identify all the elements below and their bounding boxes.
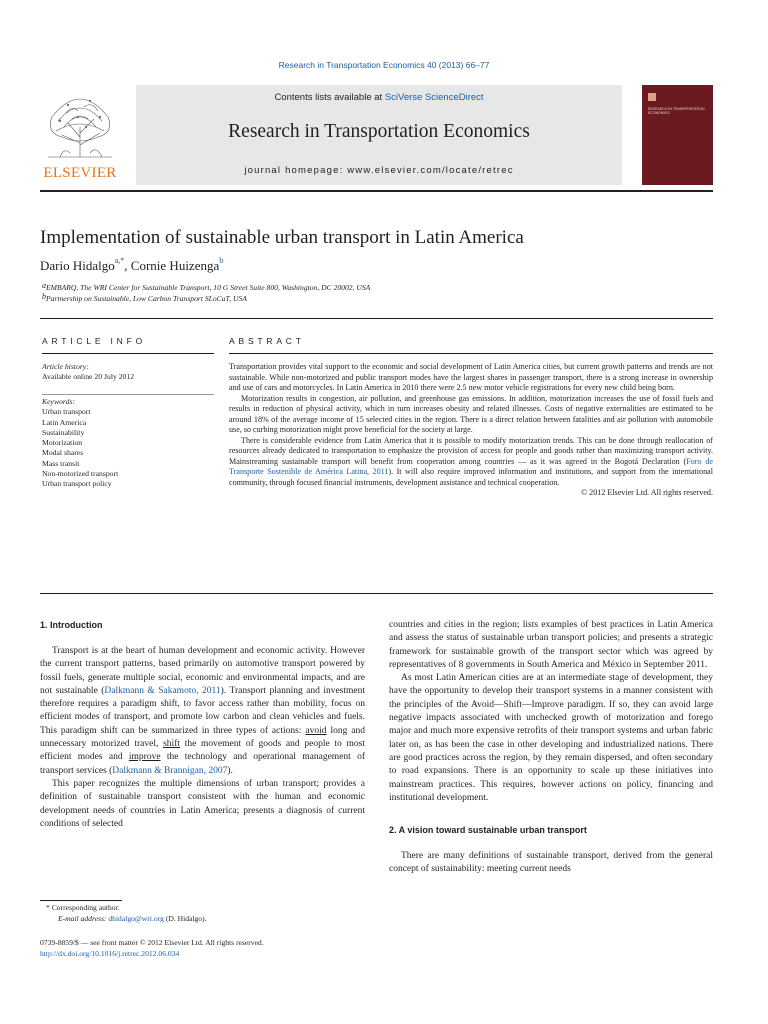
- keyword: Urban transport: [42, 407, 91, 417]
- sciencedirect-link[interactable]: SciVerse ScienceDirect: [384, 92, 484, 103]
- section-heading: 2. A vision toward sustainable urban transport: [389, 825, 587, 836]
- abstract-bottom-rule: [40, 593, 713, 594]
- author-name: Cornie Huizenga: [130, 258, 220, 273]
- affiliation-mark: b: [42, 292, 46, 301]
- affiliation-mark: a: [42, 281, 46, 290]
- page-footer: [40, 938, 440, 959]
- journal-citation[interactable]: Research in Transportation Economics 40 (2013) 66–77: [278, 60, 490, 70]
- issn-line: 0739-8859/$ — see front matter © 2012 Elsevier Ltd. All rights reserved.: [40, 938, 264, 947]
- journal-homepage: [136, 165, 622, 176]
- footnote-line: [40, 903, 365, 914]
- keyword: Non-motorized transport: [42, 469, 119, 479]
- body-paragraph: There are many definitions of sustainable transport, derived from the general concept of sustainability: meeting current needs: [389, 851, 713, 875]
- body-paragraph: countries and cities in the region; lists examples of best practices in Latin America and assess the status of sustainable urban transport policies; and presents a strategic framework for sustainable growth of the transport sector which was agreed by representatives of 8 governments in South America and México in September 2011.: [389, 620, 713, 670]
- article-info-rule: [42, 353, 214, 354]
- abstract-paragraph: [229, 436, 713, 489]
- email-label: E-mail address:: [58, 913, 109, 923]
- abstract-paragraph: Transportation provides vital support to the economic and social development of Latin America cities, but current growth patterns and trends are not sustainable. While non-motorized and public transport modes have the largest shares in passenger transport, there is a strong increase in ownership and use of cars and motorcycles. In Latin America in 2010 there were 2.5 new motor vehicle registrations for every new child being born.: [229, 362, 713, 392]
- body-paragraph: [40, 645, 365, 778]
- keyword: Motorization: [42, 438, 83, 448]
- copyright-notice: © 2012 Elsevier Ltd. All rights reserved.: [580, 488, 713, 497]
- email-suffix: (D. Hidalgo).: [163, 913, 207, 923]
- elsevier-wordmark: ELSEVIER: [43, 165, 117, 181]
- emphasis-word: shift: [163, 739, 180, 750]
- abstract-text: ). It will also require improved information and institutions, and support from the international community, through focused financial instruments, development assistance and technical cooperation.: [229, 467, 713, 487]
- affiliation-b: [42, 294, 247, 303]
- heading-spacer: [389, 837, 713, 850]
- abstract-body: [229, 362, 713, 499]
- contents-prefix: Contents lists available at: [274, 92, 385, 103]
- keyword: Urban transport policy: [42, 479, 112, 489]
- cover-title: RESEARCH IN TRANSPORTATION ECONOMICS: [648, 107, 705, 115]
- article-info-heading: ARTICLE INFO: [42, 336, 147, 346]
- body-text: Transport is at the heart of human development and economic activity. However the current transport patterns, based primarily on automotive transport powered by fossil fuels, generate multiple social, economic and environmental impacts, and are not sustainable (: [40, 646, 365, 696]
- journal-cover-thumbnail: [642, 85, 713, 185]
- body-column-right: [389, 619, 713, 877]
- body-text: long and unnecessary motorized travel,: [40, 725, 366, 750]
- elsevier-logo: [40, 85, 120, 185]
- affiliation-text: EMBARQ, The WRI Center for Sustainable Transport, 10 G Street Suite 800, Washington, DC 20002, USA: [46, 283, 371, 292]
- citation-link[interactable]: Foro de Transporte Sostenible de América Latina, 2011: [229, 456, 713, 476]
- footnote-text: Corresponding author.: [49, 903, 120, 912]
- heading-spacer: [40, 632, 365, 645]
- body-text: the technology and operational management of transport services (: [40, 752, 366, 776]
- homepage-prefix: journal homepage:: [244, 165, 348, 176]
- emphasis-word: improve: [128, 752, 161, 763]
- footnote-mark: *: [46, 903, 50, 912]
- keyword: Latin America: [42, 417, 87, 427]
- article-info-divider: [42, 394, 214, 395]
- emphasis-word: avoid: [305, 725, 327, 736]
- doi-link[interactable]: http://dx.doi.org/10.1016/j.retrec.2012.06.034: [40, 948, 180, 958]
- author-name: Dario Hidalgo: [40, 258, 115, 273]
- footnote-rule: [40, 900, 122, 901]
- journal-masthead: [40, 85, 713, 185]
- keyword: Mass transit: [42, 458, 80, 468]
- citation-link[interactable]: Dalkmann & Brannigan, 2007: [112, 765, 228, 776]
- author-affiliation-mark[interactable]: b: [219, 256, 224, 265]
- email-link[interactable]: dhidalgo@wri.org: [108, 913, 164, 923]
- keyword: Sustainability: [42, 427, 85, 437]
- article-title: Implementation of sustainable urban transport in Latin America: [40, 227, 524, 248]
- abstract-heading: ABSTRACT: [229, 336, 305, 346]
- history-label: Article history:: [42, 362, 89, 371]
- keyword: Modal shares: [42, 448, 84, 458]
- abstract-rule: [229, 353, 713, 354]
- abstract-paragraph: Motorization results in congestion, air pollution, and greenhouse gas emissions. In addition, motorization increases the use of fossil fuels and results in reduction of physical activity, which in turn increases obesity and related illnesses. Costs of negative externalities are estimated to be around 18% of the average income of 15 selected cities in the region. There is a direct relation between fatalities and air pollution with automobile use, so curbing motorization might prove beneficial for the society at large.: [229, 393, 713, 434]
- body-column-left: [40, 619, 365, 831]
- article-history: [42, 362, 214, 381]
- body-paragraph: This paper recognizes the multiple dimensions of urban transport; provides a definition of sustainable transport consistent with the human and economic development needs of countries in Latin America; presents a diagnosis of current conditions of selected: [40, 778, 365, 829]
- history-value: Available online 20 July 2012: [42, 371, 135, 381]
- footnote-email-line: [40, 914, 365, 925]
- section-spacer: [389, 805, 713, 824]
- body-text: the movement of goods and people to most efficient modes and: [40, 739, 365, 763]
- author-list: [40, 258, 223, 274]
- journal-name: Research in Transportation Economics: [228, 121, 530, 142]
- masthead-center-panel: [136, 85, 622, 185]
- homepage-url[interactable]: www.elsevier.com/locate/retrec: [347, 165, 514, 176]
- contents-availability: [136, 92, 622, 103]
- abstract-text: There is considerable evidence from Latin America that it is possible to modify motorization trends. This can be done through reallocation of resources already dedicated to transportation to emphasize the provision of access for people and goods rather than maximizing transport activity. Mainstreaming sustainable transport will benefit from cooperation among countries — as it was agreed in the Bogotá Declaration (: [229, 435, 713, 466]
- cover-emblem-icon: [648, 93, 656, 101]
- body-text: ). Transport planning and investment therefore requires a paradigm shift, to favor access rather than mobility, focus on efficient modes of transport, and promote low carbon and clean vehicles and fuels. This paradigm shift can be summarized in three types of actions:: [40, 685, 366, 736]
- masthead-rule: [40, 190, 713, 192]
- corresponding-author-footnote: [40, 903, 365, 924]
- author-separator: ,: [124, 258, 131, 273]
- author-affiliation-mark[interactable]: a,*: [114, 256, 125, 265]
- header-bottom-rule: [40, 318, 713, 319]
- body-paragraph: As most Latin American cities are at an intermediate stage of development, they have the opportunity to develop their transport systems in a manner consistent with the principles of the Avoid—Shift—Improve paradigm. If so, they can avoid large negative impacts associated with unchecked growth of motorization and forego major and much more expensive retrofits of their transport systems and urban fabric later on, as has been the case in other developing and industrialized nations. There are good practices across the region, by they remain dispersed, and often secondary to road expansions. There is an opportunity to scale up these initiatives into mainstream practices. This requires, however actions on policy, financing and institutional development.: [389, 673, 713, 803]
- elsevier-tree-icon: [42, 87, 118, 161]
- section-heading: 1. Introduction: [40, 620, 103, 630]
- affiliation-a: [42, 283, 370, 292]
- keywords-label: Keywords:: [42, 397, 76, 406]
- affiliation-text: Partnership on Sustainable, Low Carbon Transport SLoCaT, USA: [46, 294, 247, 303]
- keywords-block: [42, 397, 214, 490]
- body-text: ).: [227, 765, 233, 776]
- citation-link[interactable]: Dalkmann & Sakamoto, 2011: [104, 685, 221, 696]
